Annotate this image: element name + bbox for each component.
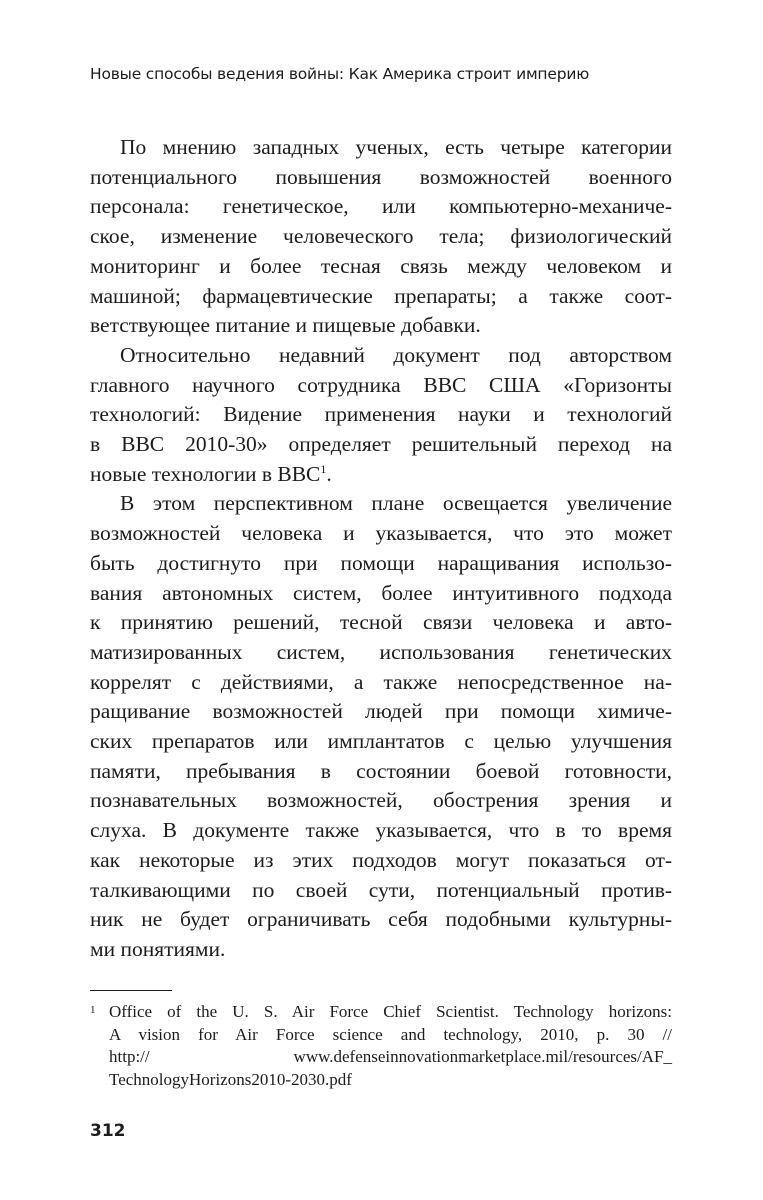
text-line: коррелят с действиями, а также непосредственное на- xyxy=(90,669,672,694)
text-line: слуха. В документе также указывается, что в то время xyxy=(90,818,672,843)
text-line: ращивание возможностей людей при помощи химиче- xyxy=(90,699,672,724)
page-number: 312 xyxy=(90,1121,126,1141)
footnote-line: Office of the U. S. Air Force Chief Scientist. Technology horizons: xyxy=(109,1002,672,1021)
text-line: быть достигнуто при помощи наращивания использо- xyxy=(90,550,672,575)
text-line: матизированных систем, использования генетических xyxy=(90,639,672,664)
text-line: возможностей человека и указывается, что это может xyxy=(90,521,672,546)
footnote-line: A vision for Air Force science and technology, 2010, p. 30 // xyxy=(109,1024,672,1044)
running-head: Новые способы ведения войны: Как Америка строит империю xyxy=(90,65,590,83)
text-line: ское, изменение человеческого тела; физиологический xyxy=(90,224,672,249)
text-line: ник не будет ограничивать себя подобными культурны- xyxy=(90,907,672,932)
footnote-url-line[interactable]: TechnologyHorizons2010-2030.pdf xyxy=(109,1070,352,1090)
text-line: персонала: генетическое, или компьютерно-механиче- xyxy=(90,194,672,219)
text-line: мониторинг и более тесная связь между человеком и xyxy=(90,253,672,278)
text-line: По мнению западных ученых, есть четыре категории xyxy=(120,135,672,159)
text-line-with-footnote xyxy=(90,460,672,490)
text-line: познавательных возможностей, обострения зрения и xyxy=(90,788,672,813)
paragraph-3 xyxy=(90,489,672,964)
footnote xyxy=(90,1001,672,1092)
text-line: в ВВС 2010-30» определяет решительный переход на xyxy=(90,432,672,457)
text-line: технологий: Видение применения науки и технологий xyxy=(90,402,672,427)
text-line: к принятию решений, тесной связи человека и авто- xyxy=(90,610,672,635)
text-line: главного научного сотрудника ВВС США «Горизонты xyxy=(90,372,672,397)
paragraph-1 xyxy=(90,133,672,341)
footnote-reference[interactable]: 1 xyxy=(320,461,327,476)
text-line: памяти, пребывания в состоянии боевой готовности, xyxy=(90,758,672,783)
footnote-body xyxy=(109,1001,672,1092)
text-line: вания автономных систем, более интуитивного подхода xyxy=(90,580,672,605)
footnote-url-line[interactable]: http:// www.defenseinnovationmarketplace.mil/resources/AF_ xyxy=(109,1047,672,1067)
text-line: ских препаратов или имплантатов с целью улучшения xyxy=(90,729,672,754)
text-line: Относительно недавний документ под авторством xyxy=(120,342,672,367)
text-line: В этом перспективном плане освещается увеличение xyxy=(120,491,672,516)
text-line: талкивающими по своей сути, потенциальный против- xyxy=(90,877,672,902)
text-line: ветствующее питание и пищевые добавки. xyxy=(90,313,481,338)
body-text xyxy=(90,133,672,965)
text-fragment: новые технологии в ВВС xyxy=(90,461,321,486)
paragraph-2 xyxy=(90,341,672,490)
text-line: машиной; фармацевтические препараты; а также соот- xyxy=(90,283,672,308)
footnote-mark: 1 xyxy=(90,1004,96,1016)
footnote-divider xyxy=(90,990,172,991)
text-line: как некоторые из этих подходов могут показаться от- xyxy=(90,847,672,872)
text-line: ми понятиями. xyxy=(90,936,226,961)
text-line: потенциального повышения возможностей военного xyxy=(90,164,672,189)
sentence-end: . xyxy=(326,461,332,486)
